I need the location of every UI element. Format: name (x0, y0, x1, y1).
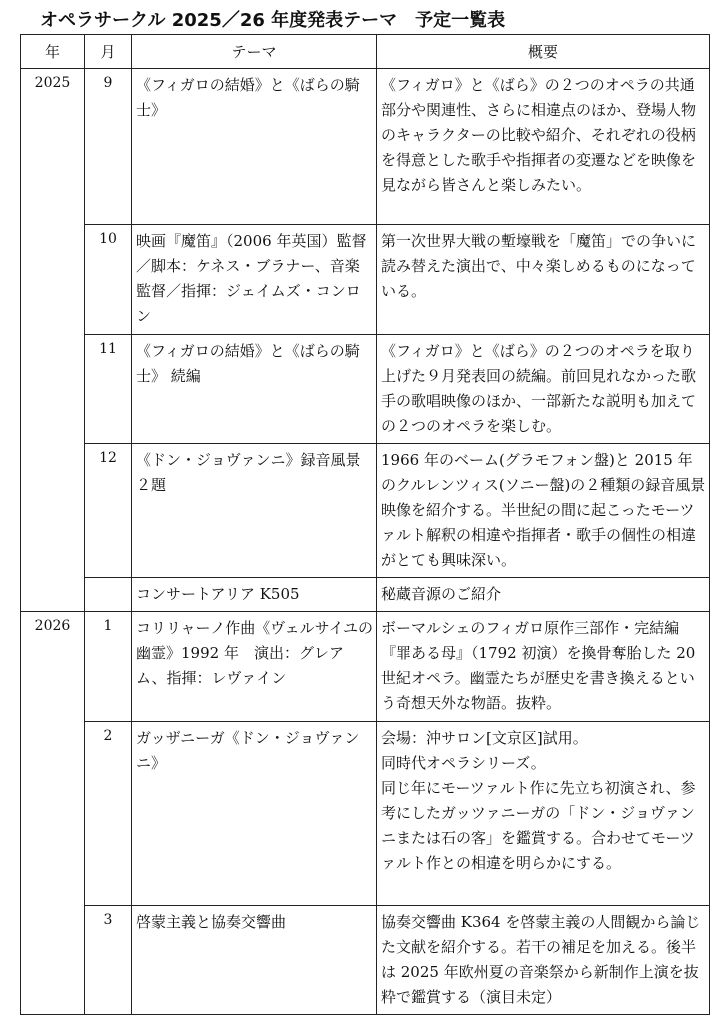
table-row (21, 225, 710, 335)
month-cell: 3 (85, 906, 132, 1015)
theme-cell: 啓蒙主義と協奏交響曲 (132, 906, 377, 1015)
table-row (21, 335, 710, 444)
summary-cell: 1966 年のベーム(グラモフォン盤)と 2015 年のクルレンツィス(ソニー盤)の２種類の録音風景映像を紹介する。半世紀の間に起こったモーツァルト解釈の相違や指揮者・歌手の個性の相違がとても興味深い。 (377, 444, 710, 578)
month-cell: 12 (85, 444, 132, 578)
summary-cell: 秘蔵音源のご紹介 (377, 578, 710, 612)
table-row (21, 578, 710, 612)
summary-cell: ボーマルシェのフィガロ原作三部作・完結編『罪ある母』（1792 初演）を換骨奪胎した 20 世紀オペラ。幽霊たちが歴史を書き換えるという奇想天外な物語。抜粋。 (377, 612, 710, 722)
month-cell: 9 (85, 69, 132, 225)
summary-cell (377, 722, 710, 906)
summary-cell: 協奏交響曲 K364 を啓蒙主義の人間観から論じた文献を紹介する。若干の補足を加える。後半は 2025 年欧州夏の音楽祭から新制作上演を抜粋で鑑賞する（演目未定） (377, 906, 710, 1015)
month-cell: 11 (85, 335, 132, 444)
summary-cell: 《フィガロ》と《ばら》の２つのオペラを取り上げた９月発表回の続編。前回見れなかった歌手の歌唱映像のほか、一部新たな説明も加えての２つのオペラを楽しむ。 (377, 335, 710, 444)
header-month: 月 (85, 35, 132, 69)
table-row (21, 69, 710, 225)
table-row (21, 444, 710, 578)
theme-cell: 《ドン・ジョヴァンニ》録音風景２題 (132, 444, 377, 578)
month-cell: 1 (85, 612, 132, 722)
summary-line: 同時代オペラシリーズ。 (381, 754, 546, 772)
header-theme: テーマ (132, 35, 377, 69)
schedule-table (20, 34, 710, 1015)
month-cell: 2 (85, 722, 132, 906)
theme-cell: コリリャーノ作曲《ヴェルサイユの幽霊》1992 年 演出：グレアム、指揮：レヴァイン (132, 612, 377, 722)
header-summary: 概要 (377, 35, 710, 69)
summary-line: 会場：沖サロン[文京区]試用。 (381, 729, 588, 747)
year-cell: 2026 (21, 612, 85, 1015)
month-cell: 10 (85, 225, 132, 335)
page-title: オペラサークル 2025／26 年度発表テーマ 予定一覧表 (40, 10, 506, 31)
month-cell (85, 578, 132, 612)
theme-cell: 映画『魔笛』（2006 年英国）監督／脚本：ケネス・ブラナー、音楽監督／指揮：ジェイムズ・コンロン (132, 225, 377, 335)
theme-cell: コンサートアリア K505 (132, 578, 377, 612)
summary-cell: 《フィガロ》と《ばら》の２つのオペラの共通部分や関連性、さらに相違点のほか、登場人物のキャラクターの比較や紹介、それぞれの役柄を得意とした歌手や指揮者の変遷などを映像を見ながら皆さんと楽しみたい。 (377, 69, 710, 225)
table-row (21, 722, 710, 906)
theme-cell: 《フィガロの結婚》と《ばらの騎士》 続編 (132, 335, 377, 444)
summary-cell: 第一次世界大戦の塹壕戦を「魔笛」での争いに読み替えた演出で、中々楽しめるものになっている。 (377, 225, 710, 335)
theme-cell: 《フィガロの結婚》と《ばらの騎士》 (132, 69, 377, 225)
table-row (21, 612, 710, 722)
table-row (21, 906, 710, 1015)
header-row (21, 35, 710, 69)
theme-cell: ガッザニーガ《ドン・ジョヴァンニ》 (132, 722, 377, 906)
header-year: 年 (21, 35, 85, 69)
year-cell: 2025 (21, 69, 85, 612)
summary-line: 同じ年にモーツァルト作に先立ち初演され、参考にしたガッツァニーガの「ドン・ジョヴァンニまたは石の客」を鑑賞する。合わせてモーツァルト作との相違を明らかにする。 (381, 779, 696, 872)
